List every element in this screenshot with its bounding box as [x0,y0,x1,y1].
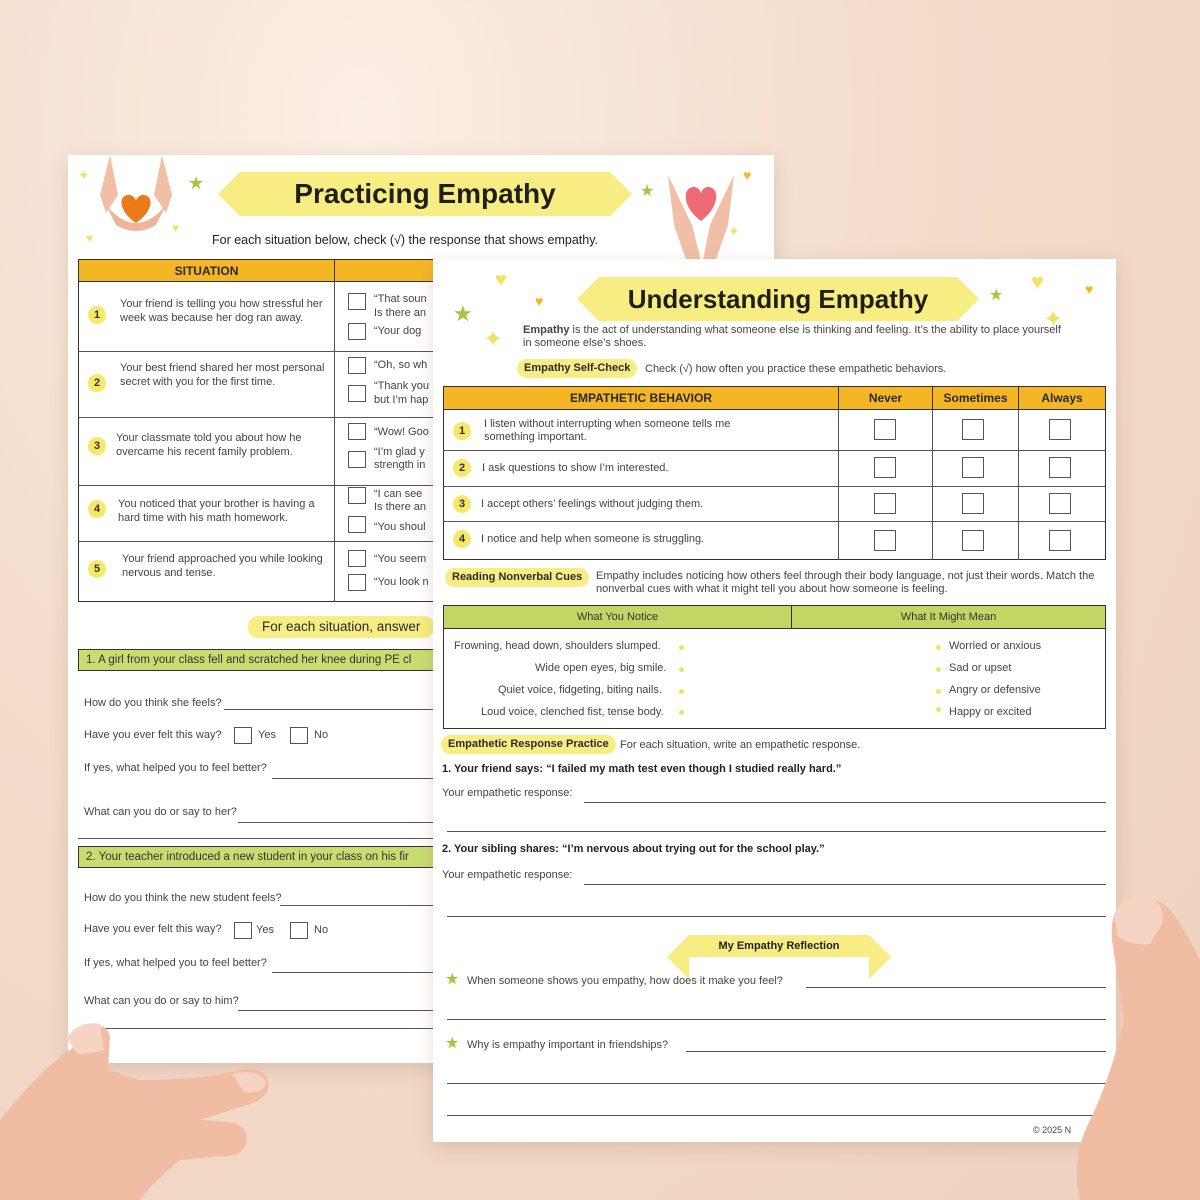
row-number: 3 [88,437,106,455]
no-checkbox[interactable] [290,727,308,744]
sometimes-column-header: Sometimes [932,386,1019,410]
response-line[interactable] [584,884,1106,885]
no-label: No [314,729,329,741]
heart-icon: ♥ [172,221,180,235]
no-checkbox[interactable] [290,922,308,939]
response-text: “Thank you [374,380,430,392]
intro-rest: is the act of understanding what someone else is thinking and feeling. It’s the ability to place yourself in someone else’s shoes. [523,324,1061,349]
behavior-number: 2 [453,459,471,477]
section-pill: For each situation, answer [248,616,434,638]
always-checkbox[interactable] [1049,457,1071,478]
response-text: “You look n [374,576,429,588]
never-checkbox[interactable] [874,493,896,514]
response-checkbox[interactable] [348,516,366,533]
yes-checkbox[interactable] [234,727,252,744]
response-line[interactable] [447,831,1106,832]
question-label: What can you do or say to him? [84,995,239,1007]
reflection-question: Why is empathy important in friendships? [467,1039,669,1051]
notice-item: Frowning, head down, shoulders slumped. [454,640,661,652]
worksheet-understanding-empathy [433,259,1116,1142]
practice-pill: Empathetic Response Practice [441,735,616,754]
question-label: How do you think the new student feels? [84,892,282,904]
response-label: Your empathetic response: [442,787,573,799]
meaning-item: Happy or excited [949,706,1032,718]
reflection-question: When someone shows you empathy, how does it make you feel? [467,975,783,987]
sometimes-checkbox[interactable] [962,530,984,551]
match-dot[interactable] [679,689,684,694]
response-text: “I can see [374,488,423,500]
response-text: “You shoul [374,521,426,533]
meaning-item: Sad or upset [949,662,1012,674]
question-label: How do you think she feels? [84,697,222,709]
response-line[interactable] [447,916,1106,917]
sometimes-checkbox[interactable] [962,493,984,514]
question-heading: 1. A girl from your class fell and scratched her knee during PE cl [78,649,774,671]
response-checkbox[interactable] [348,357,366,374]
hands-holding-heart-left-icon [96,155,176,241]
page-title [240,172,610,216]
copyright-icon: © [1033,1125,1040,1135]
response-checkbox[interactable] [348,385,366,402]
response-checkbox[interactable] [348,451,366,468]
sometimes-checkbox[interactable] [962,457,984,478]
response-text: strength in [374,459,426,471]
match-dot[interactable] [679,667,684,672]
response-text: but I’m hap [374,394,429,406]
response-text: “You seem [374,553,427,565]
question-label: Have you ever felt this way? [84,729,222,741]
response-line[interactable] [447,1083,1106,1084]
question-label: What can you do or say to her? [84,806,237,818]
reflection-title [689,935,869,957]
intro-bold: Empathy [523,324,570,336]
match-dot[interactable] [936,645,941,650]
never-checkbox[interactable] [874,530,896,551]
match-dot[interactable] [679,710,684,715]
situation-text: Your friend approached you while looking nervous and tense. [122,553,323,579]
practice-question: 1. Your friend says: “I failed my math test even though I studied really hard.” [442,763,842,775]
response-line[interactable] [447,1019,1106,1020]
response-checkbox[interactable] [348,487,366,504]
never-checkbox[interactable] [874,457,896,478]
reflection-title-text: My Empathy Reflection [718,940,840,952]
row-number: 1 [88,306,106,324]
behavior-number: 4 [453,530,471,548]
response-checkbox[interactable] [348,293,366,310]
row-number: 2 [88,374,106,392]
practice-text: For each situation, write an empathetic response. [620,739,861,751]
never-column-header: Never [838,386,933,410]
situation-column-header: SITUATION [78,259,335,282]
never-checkbox[interactable] [874,419,896,440]
notice-item: Quiet voice, fidgeting, biting nails. [498,684,662,696]
situation-text: Your classmate told you about how he overcame his recent family problem. [116,432,302,458]
response-checkbox[interactable] [348,323,366,340]
star-icon: ★ [640,183,655,200]
response-text: “I’m glad y [374,446,425,458]
star-icon: ★ [453,301,473,326]
yes-label: Yes [256,924,274,936]
behavior-column-header: EMPATHETIC BEHAVIOR [443,386,839,410]
hands-holding-heart-right-icon [662,165,740,265]
notice-item: Loud voice, clenched fist, tense body. [481,706,664,718]
heart-icon: ♥ [743,167,752,183]
behavior-text: I accept others’ feelings without judging them. [481,498,704,510]
behavior-number: 1 [453,422,471,440]
intro-paragraph [523,324,1063,350]
meaning-column-header: What It Might Mean [791,605,1106,629]
star-icon: ★ [445,1035,460,1052]
always-checkbox[interactable] [1049,419,1071,440]
question-label: Have you ever felt this way? [84,923,222,935]
yes-label: Yes [258,729,276,741]
notice-item: Wide open eyes, big smile. [535,662,667,674]
heart-icon: ♥ [535,293,544,309]
behavior-text: I listen without interrupting when someone tells me something important. [484,418,731,443]
heart-icon: ♥ [1085,281,1094,297]
situation-text: Your best friend shared her most personal secret with you for the first time. [120,362,325,388]
response-line[interactable] [584,802,1106,803]
match-dot[interactable] [936,707,941,712]
response-text: Is there an [374,501,426,513]
question-label: If yes, what helped you to feel better? [84,957,267,969]
no-label: No [314,924,329,936]
sparkle-icon: ✦ [1043,306,1064,333]
sparkle-icon: ✦ [78,167,90,183]
selfcheck-pill: Empathy Self-Check [517,359,637,378]
question-heading: 2. Your teacher introduced a new student in your class on his fir [78,846,774,868]
nonverbal-text: Empathy includes noticing how others feel through their body language, not just their words. Match the nonverbal cues with what it might tell you about how someone is feeling. [596,570,1095,595]
instruction-text: For each situation below, check (√) the response that shows empathy. [212,233,598,247]
star-icon: ★ [989,287,1004,304]
left-hand [0,1010,300,1200]
always-checkbox[interactable] [1049,493,1071,514]
always-column-header: Always [1018,386,1106,410]
response-checkbox[interactable] [348,550,366,567]
meaning-item: Angry or defensive [949,684,1041,696]
page-title [599,277,957,321]
situation-text: Your friend is telling you how stressful her week was because her dog ran away. [120,298,323,324]
heart-icon: ♥ [495,269,507,291]
match-dot[interactable] [936,689,941,694]
response-text: “Your dog [374,325,422,337]
always-checkbox[interactable] [1049,530,1071,551]
behavior-number: 3 [453,495,471,513]
title-text: Practicing Empathy [294,178,556,209]
meaning-item: Worried or anxious [949,640,1042,652]
response-text: “Wow! Goo [374,426,429,438]
response-text: “Oh, so wh [374,359,428,371]
response-line[interactable] [447,1115,1106,1116]
response-label: Your empathetic response: [442,869,573,881]
notice-column-header: What You Notice [443,605,792,629]
row-number: 5 [88,560,106,578]
match-dot[interactable] [936,667,941,672]
selfcheck-text: Check (√) how often you practice these empathetic behaviors. [645,363,947,375]
sparkle-icon: ✦ [728,223,740,239]
star-icon: ★ [188,173,205,193]
response-checkbox[interactable] [348,574,366,591]
heart-icon: ♥ [1031,269,1045,294]
right-hand [1050,880,1200,1200]
row-number: 4 [88,500,106,518]
copyright-text: 2025 N [1042,1125,1072,1135]
nonverbal-pill: Reading Nonverbal Cues [445,568,589,587]
response-text: Is there an [374,307,426,319]
practice-question: 2. Your sibling shares: “I’m nervous about trying out for the school play.” [442,843,825,855]
situation-text: You noticed that your brother is having a hard time with his math homework. [118,498,315,524]
sparkle-icon: ✦ [483,326,504,353]
yes-checkbox[interactable] [234,922,252,939]
sometimes-checkbox[interactable] [962,419,984,440]
response-line[interactable] [686,1051,1106,1052]
behavior-text: I notice and help when someone is struggling. [481,533,705,545]
behavior-text: I ask questions to show I’m interested. [482,462,669,474]
match-dot[interactable] [679,645,684,650]
question-label: If yes, what helped you to feel better? [84,762,267,774]
heart-icon: ♥ [86,231,94,245]
response-checkbox[interactable] [348,423,366,440]
title-text: Understanding Empathy [627,283,929,314]
star-icon: ★ [445,971,460,988]
response-text: “That soun [374,293,427,305]
